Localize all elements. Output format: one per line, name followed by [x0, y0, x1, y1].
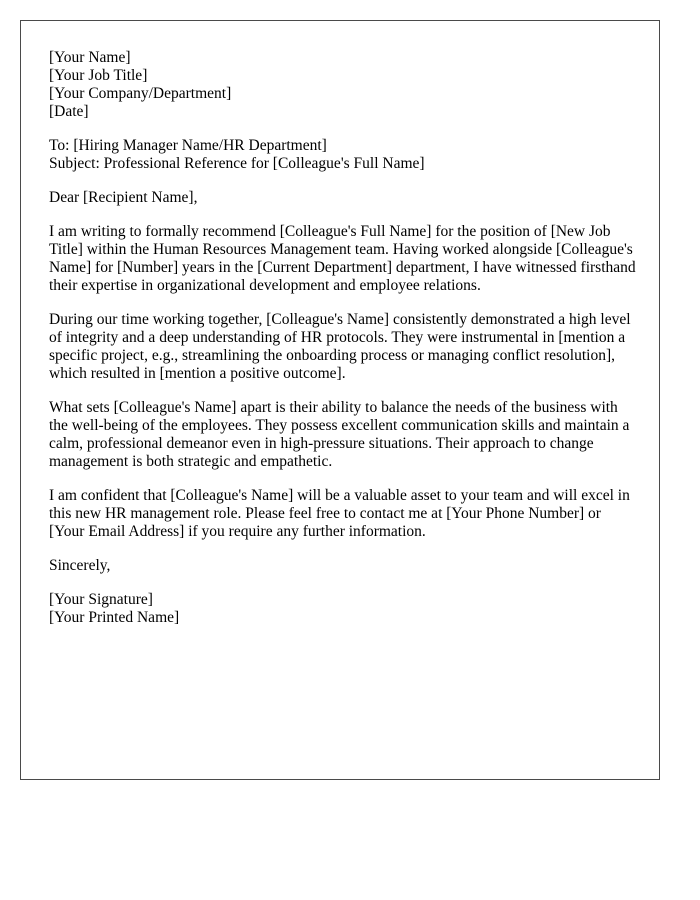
sender-name: [Your Name] — [49, 49, 131, 66]
body-paragraph-4: I am confident that [Colleague's Name] will be a valuable asset to your team and will excel in this new HR management role. Please feel free to contact me at [Your Phone Number] or [Your Email Address] if you require any further information. — [49, 487, 630, 540]
closing: Sincerely, — [49, 557, 111, 574]
subject-line: Subject: Professional Reference for [Colleague's Full Name] — [49, 155, 425, 172]
letter-date: [Date] — [49, 103, 89, 120]
to-line: To: [Hiring Manager Name/HR Department] — [49, 137, 327, 154]
body-paragraph-3: What sets [Colleague's Name] apart is their ability to balance the needs of the business with the well-being of the employees. They possess excellent communication skills and maintain a calm, professional demeanor even in high-pressure situations. Their approach to change management is both strategic and empathetic. — [49, 399, 630, 470]
body-paragraph-2: During our time working together, [Colleague's Name] consistently demonstrated a high level of integrity and a deep understanding of HR protocols. They were instrumental in [mention a specific project, e.g., streamlining the onboarding process or managing conflict resolution], which resulted in [mention a positive outcome]. — [49, 311, 631, 382]
letter-content — [49, 49, 639, 643]
sender-block — [49, 49, 639, 121]
sender-job-title: [Your Job Title] — [49, 67, 148, 84]
body-paragraph-1: I am writing to formally recommend [Colleague's Full Name] for the position of [New Job Title] within the Human Resources Management team. Having worked alongside [Colleague's Name] for [Number] years in the [Current Department] department, I have witnessed firsthand their expertise in organizational development and employee relations. — [49, 223, 636, 294]
sender-company: [Your Company/Department] — [49, 85, 232, 102]
signature-block — [49, 591, 639, 627]
recipient-block — [49, 137, 639, 173]
signature-line: [Your Signature] — [49, 591, 153, 608]
letter-page — [20, 20, 660, 780]
printed-name: [Your Printed Name] — [49, 609, 180, 626]
salutation: Dear [Recipient Name], — [49, 189, 198, 206]
